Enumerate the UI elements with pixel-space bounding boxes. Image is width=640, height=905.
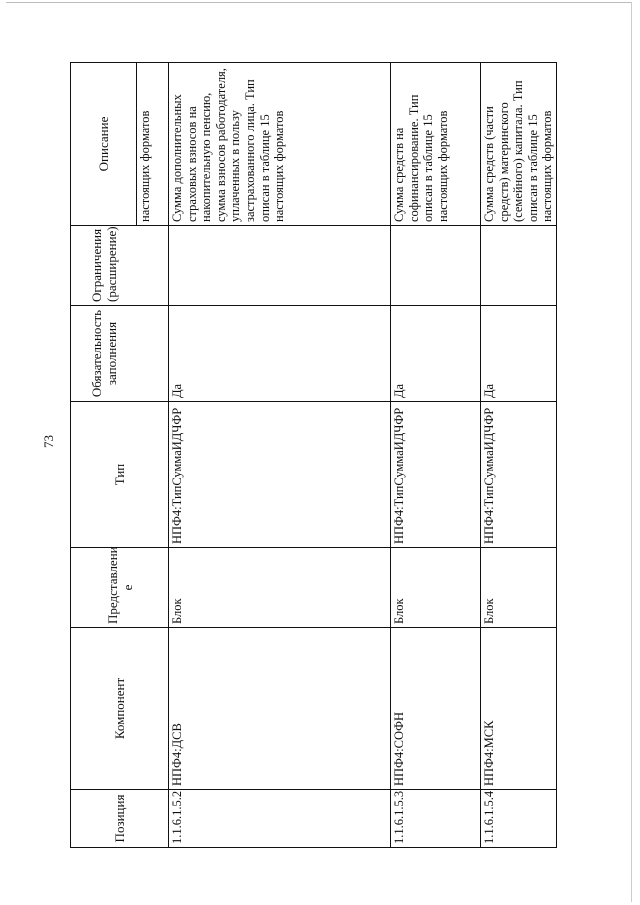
format-table (70, 62, 557, 848)
cell-representation: Блок (169, 548, 391, 628)
cell-description: Сумма дополнительных страховых взносов на накопительную пенсию, сумма взносов работодателя, уплаченных в пользу застрахованного лица. Тип описан в таблице 15 настоящих форматов (169, 63, 391, 226)
table-row (169, 63, 391, 848)
cell-position: 1.1.6.1.5.2 (169, 790, 391, 848)
header-description: Описание (71, 63, 137, 226)
header-component: Компонент (71, 628, 169, 790)
table-row (481, 63, 557, 848)
continuation-limits (137, 226, 169, 306)
header-limits: Ограничения (расширение) (71, 226, 137, 306)
cell-position: 1.1.6.1.5.4 (481, 790, 557, 848)
cell-component: НПФ4:ДСВ (169, 628, 391, 790)
cell-component: НПФ4:СОФН (391, 628, 481, 790)
cell-type: НПФ4:ТипСуммаИДЧФР (481, 402, 557, 548)
header-type: Тип (71, 402, 169, 548)
cell-type: НПФ4:ТипСуммаИДЧФР (391, 402, 481, 548)
continuation-required (137, 306, 169, 402)
header-required: Обязательность заполнения (71, 306, 137, 402)
cell-component: НПФ4:МСК (481, 628, 557, 790)
cell-limits (169, 226, 391, 306)
continuation-description: настоящих форматов (137, 63, 169, 226)
top-scan-rule (6, 2, 632, 3)
rotated-table-sheet (70, 63, 555, 848)
right-scan-rule (631, 2, 632, 902)
cell-required: Да (481, 306, 557, 402)
table-row (391, 63, 481, 848)
cell-limits (391, 226, 481, 306)
cell-required: Да (169, 306, 391, 402)
header-row (71, 63, 137, 848)
header-representation: Представлени е (71, 548, 169, 628)
cell-required: Да (391, 306, 481, 402)
cell-type: НПФ4:ТипСуммаИДЧФР (169, 402, 391, 548)
cell-description: Сумма средств на софинансирование. Тип описан в таблице 15 настоящих форматов (391, 63, 481, 226)
page-number: 73 (41, 435, 56, 448)
cell-limits (481, 226, 557, 306)
cell-description: Сумма средств (части средств) материнского (семейного) капитала. Тип описан в таблице 15 настоящих форматов (481, 63, 557, 226)
cell-representation: Блок (481, 548, 557, 628)
cell-position: 1.1.6.1.5.3 (391, 790, 481, 848)
header-position: Позиция (71, 790, 169, 848)
cell-representation: Блок (391, 548, 481, 628)
